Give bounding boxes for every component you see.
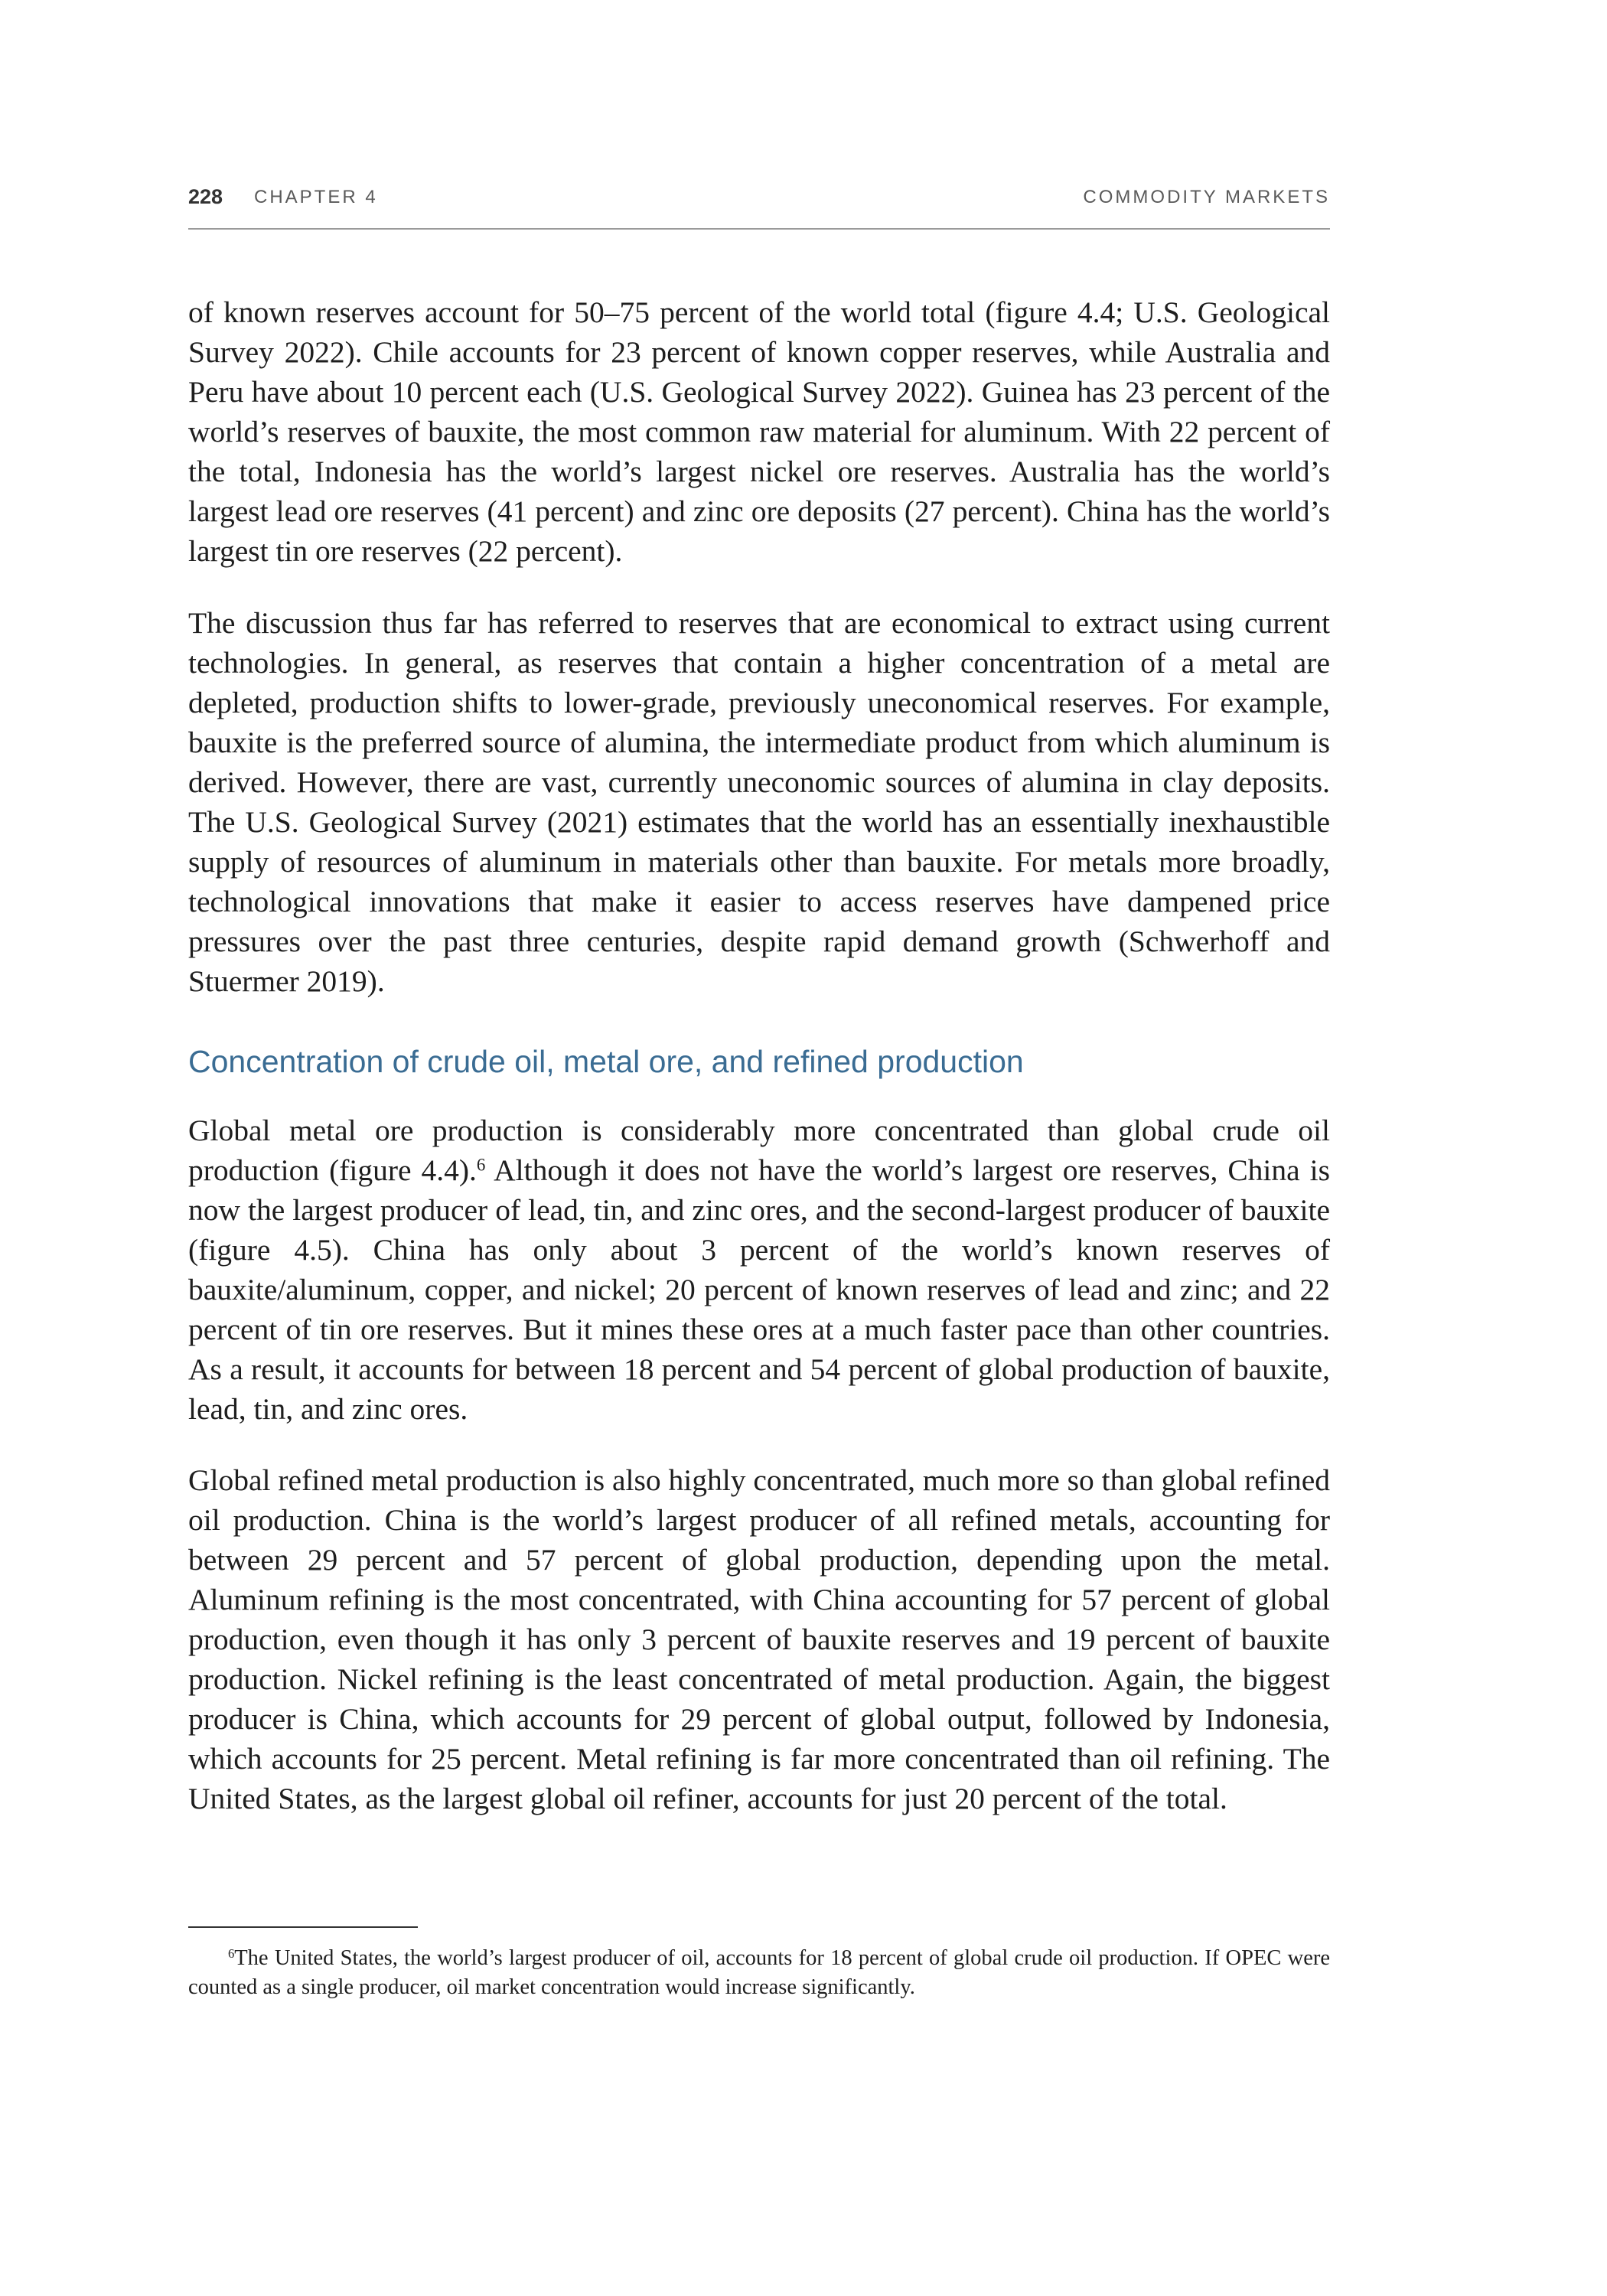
footnote-marker: 6 (228, 1945, 235, 1961)
paragraph-reserves-concentration: of known reserves account for 50–75 percent of the world total (figure 4.4; U.S. Geological Survey 2022). Chile accounts for 23 percent of known copper reserves, while Australia and Peru have about 10 percent each (U.S. Geological Survey 2022). Guinea has 23 percent of the world’s reserves of bauxite, the most common raw material for aluminum. With 22 percent of the total, Indonesia has the world’s largest nickel ore reserves. Australia has the world’s largest lead ore reserves (41 percent) and zinc ore deposits (27 percent). China has the world’s largest tin ore reserves (22 percent). (188, 295, 1330, 568)
chapter-label: CHAPTER 4 (254, 187, 378, 207)
paragraph-text: Although it does not have the world’s largest ore reserves, China is now the largest producer of lead, tin, and zinc ores, and the second-largest producer of bauxite (figure 4.5). China has only about 3 percent of the world’s known reserves of bauxite/aluminum, copper, and nickel; 20 percent of known reserves of lead and zinc; and 22 percent of tin ore reserves. But it mines these ores at a much faster pace than other countries. As a result, it accounts for between 18 percent and 54 percent of global production of bauxite, lead, tin, and zinc ores. (188, 1153, 1330, 1426)
footnote-reference[interactable]: 6 (476, 1155, 486, 1175)
paragraph-ore-production (188, 1110, 1330, 1429)
paragraph-text: Global metal ore production is considerably more concentrated than global crude oil production (figure 4.4). (188, 1114, 1330, 1187)
running-title: COMMODITY MARKETS (1083, 187, 1330, 207)
paragraph-refined-production: Global refined metal production is also highly concentrated, much more so than global refined oil production. China is the world’s largest producer of all refined metals, accounting for between 29 percent and 57 percent of global production, depending upon the metal. Aluminum refining is the most concentrated, with China accounting for 57 percent of global production, even though it has only 3 percent of bauxite reserves and 19 percent of bauxite production. Nickel refining is the least concentrated of metal production. Again, the biggest producer is China, which accounts for 29 percent of global output, followed by Indonesia, which accounts for 25 percent. Metal refining is far more concentrated than oil refining. The United States, as the largest global oil refiner, accounts for just 20 percent of the total. (188, 1463, 1330, 1815)
paragraph-economical-reserves: The discussion thus far has referred to reserves that are economical to extract using current technologies. In general, as reserves that contain a higher concentration of a metal are depleted, production shifts to lower-grade, previously uneconomical reserves. For example, bauxite is the preferred source of alumina, the intermediate product from which aluminum is derived. However, there are vast, currently uneconomic sources of alumina in clay deposits. The U.S. Geological Survey (2021) estimates that the world has an essentially inexhaustible supply of resources of aluminum in materials other than bauxite. For metals more broadly, technological innovations that make it easier to access reserves have dampened price pressures over the past three centuries, despite rapid demand growth (Schwerhoff and Stuermer 2019). (188, 606, 1330, 998)
page-header (188, 182, 1330, 230)
footnote-divider (188, 1926, 418, 1928)
page-number: 228 (188, 185, 223, 208)
section-heading: Concentration of crude oil, metal ore, and refined production (188, 1044, 1024, 1079)
footnote (188, 1944, 1330, 2002)
footnote-text: The United States, the world’s largest producer of oil, accounts for 18 percent of global crude oil production. If OPEC were counted as a single producer, oil market concentration would increase significantly. (188, 1946, 1330, 1999)
